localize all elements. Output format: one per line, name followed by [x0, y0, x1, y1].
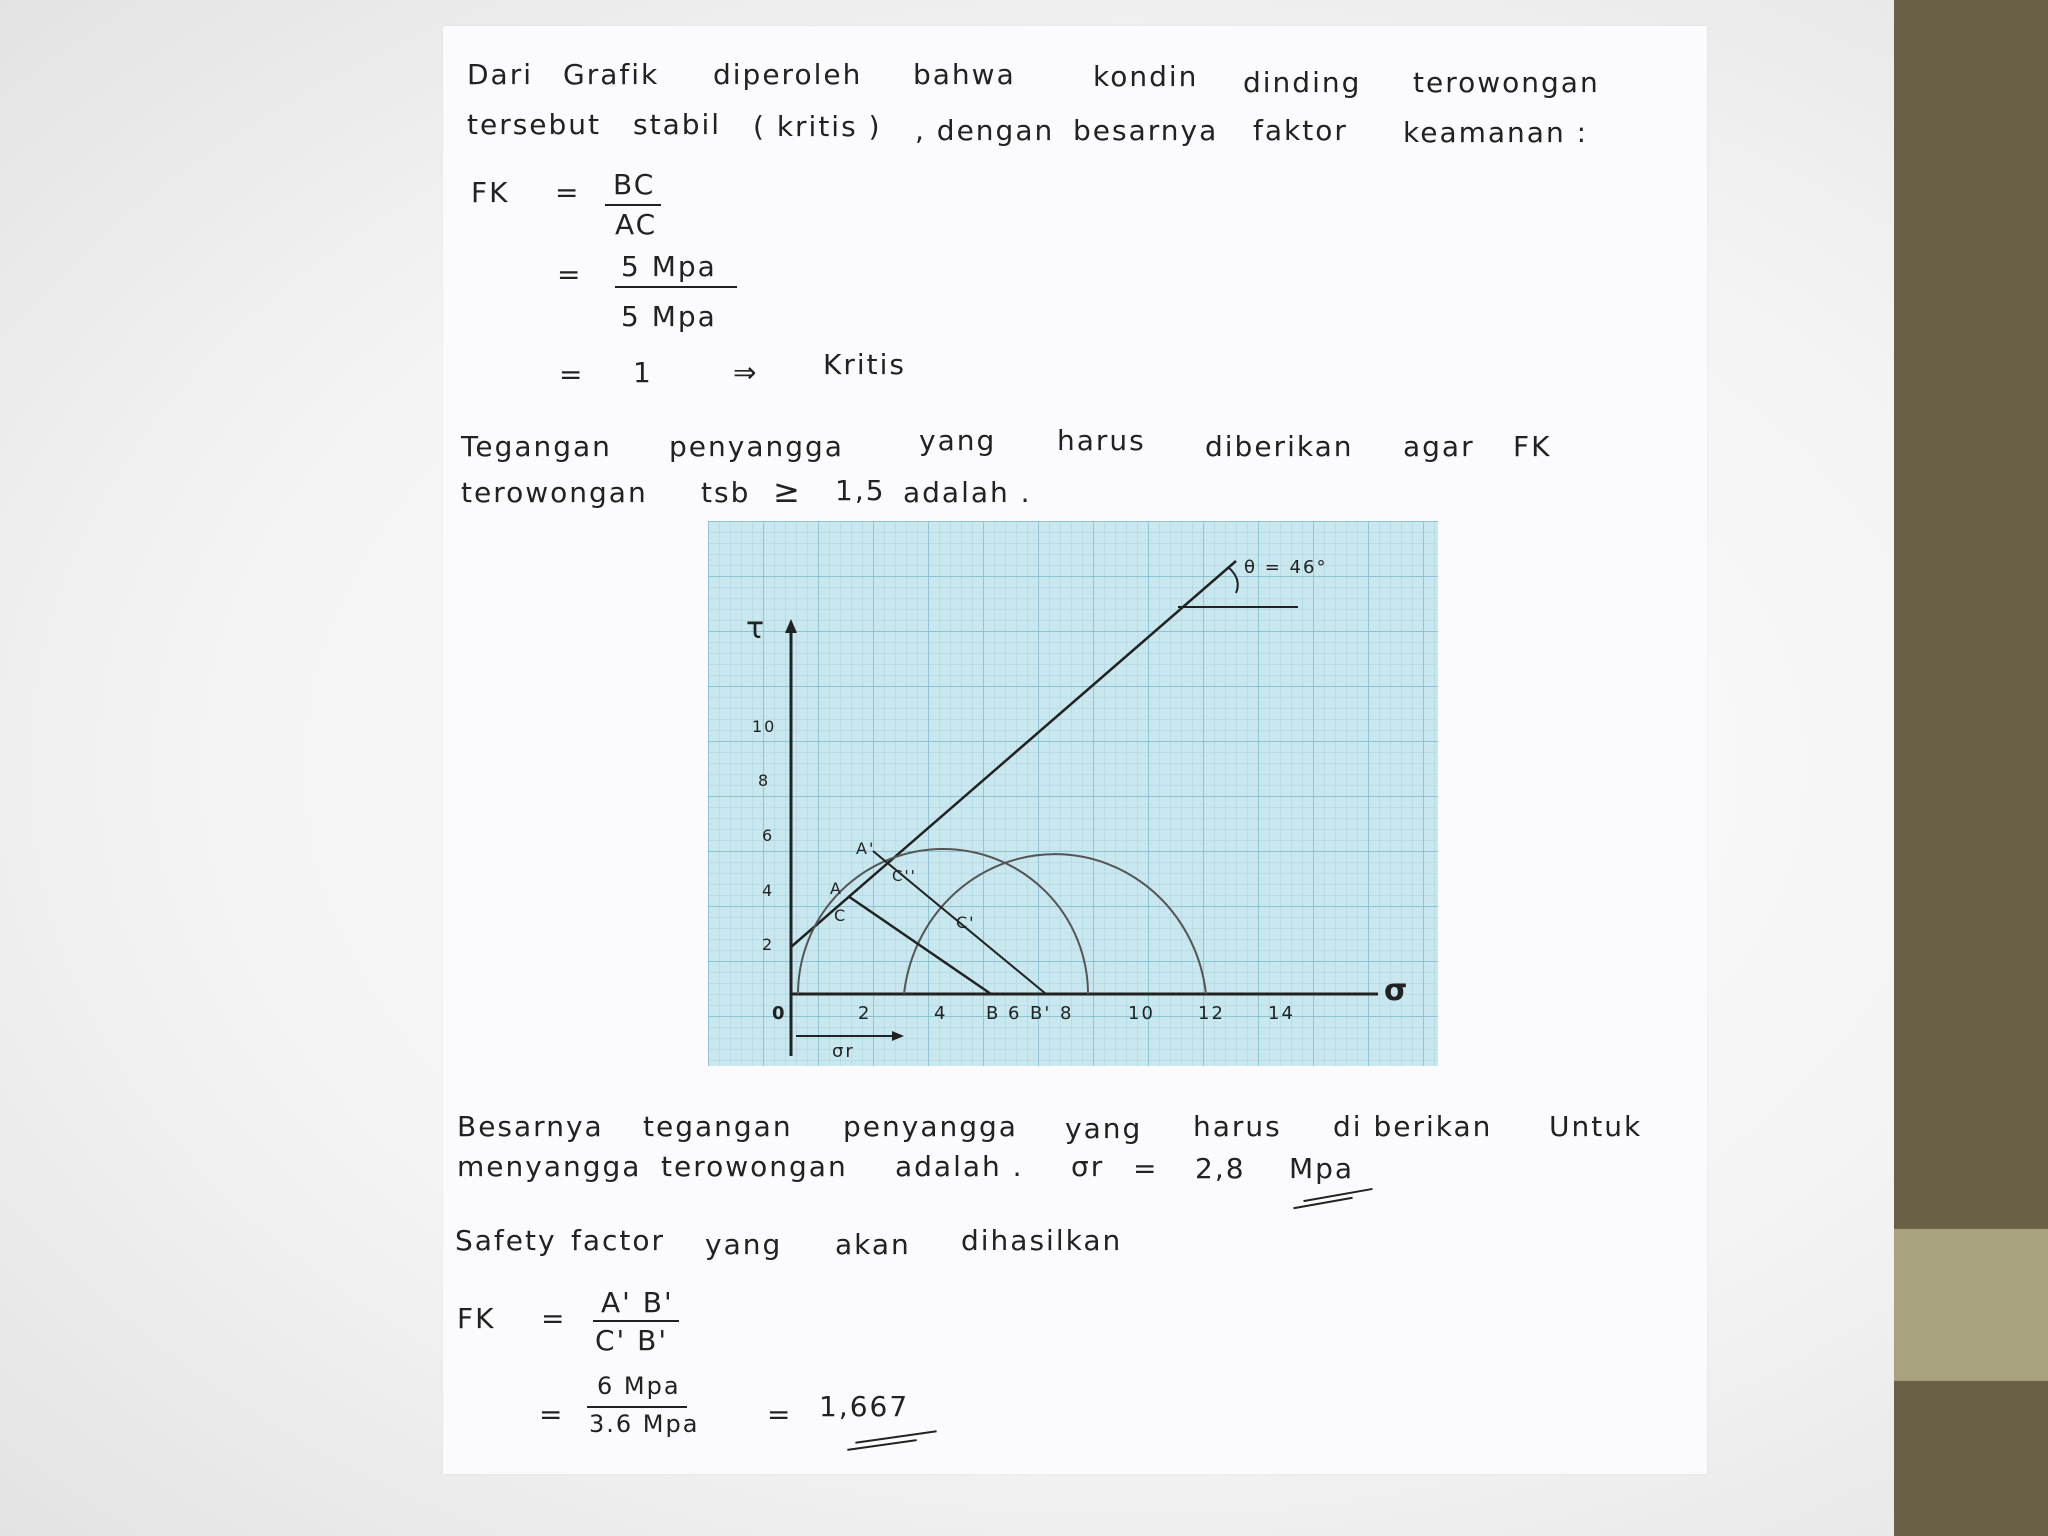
word: keamanan :: [1403, 116, 1589, 149]
graph-paper-grid: [708, 521, 1438, 1066]
point-label-A-prime: A': [856, 839, 876, 858]
word: harus: [1057, 424, 1146, 457]
word: terowongan: [661, 1150, 848, 1183]
x-tick-label: 2: [858, 1003, 872, 1024]
tau-axis-symbol: τ: [746, 611, 767, 646]
word: diperoleh: [713, 58, 863, 91]
scanned-page: [443, 26, 1707, 1474]
point-label-A: A: [830, 879, 843, 898]
sigma-r-value: 2,8: [1195, 1152, 1246, 1185]
y-tick-label: 6: [762, 826, 775, 845]
word: yang: [705, 1228, 783, 1261]
fraction-denominator: 5 Mpa: [621, 300, 717, 333]
point-label-B-prime: B': [1030, 1003, 1052, 1024]
x-tick-label: 12: [1198, 1003, 1225, 1024]
word: kondin: [1093, 60, 1199, 93]
word: terowongan: [1413, 66, 1600, 99]
word: factor: [571, 1224, 666, 1257]
word: , dengan: [915, 114, 1055, 147]
word: 1,5: [835, 474, 886, 507]
y-tick-label: 4: [762, 881, 775, 900]
word: tegangan: [643, 1110, 793, 1143]
equals-sign: =: [559, 358, 585, 391]
word: akan: [835, 1228, 911, 1261]
equals-sign: =: [539, 1398, 565, 1431]
equals-sign: =: [1133, 1152, 1159, 1185]
word: ( kritis ): [753, 110, 882, 143]
fk-result: 1: [633, 356, 653, 389]
fraction-bar: [593, 1320, 679, 1322]
word: adalah .: [903, 476, 1032, 509]
fk-label: FK: [457, 1302, 496, 1335]
word: dinding: [1243, 66, 1362, 99]
word: terowongan: [461, 476, 648, 509]
x-tick-label: 14: [1268, 1003, 1295, 1024]
implies-arrow: ⇒: [733, 356, 759, 389]
y-tick-label: 10: [752, 717, 777, 736]
angle-label: θ = 46°: [1244, 557, 1328, 578]
word: adalah .: [895, 1150, 1024, 1183]
word: yang: [1065, 1112, 1143, 1145]
x-tick-label: 0: [772, 1003, 787, 1024]
fraction-bar: [605, 204, 661, 206]
word: Tegangan: [461, 430, 612, 463]
side-bar-top: [1894, 0, 2048, 1229]
y-tick-label: 8: [758, 771, 771, 790]
fraction-denominator: C' B': [595, 1324, 669, 1357]
word: tersebut: [467, 108, 602, 141]
side-bar-bottom: [1894, 1381, 2048, 1536]
word: dihasilkan: [961, 1224, 1123, 1257]
fraction-numerator: BC: [613, 168, 656, 201]
word: Safety: [455, 1224, 557, 1257]
fk-status: Kritis: [823, 348, 906, 381]
unit: Mpa: [1289, 1152, 1355, 1185]
word: Untuk: [1549, 1110, 1643, 1143]
x-tick-label: 4: [934, 1003, 948, 1024]
word: Grafik: [563, 58, 660, 91]
fraction-bar: [587, 1406, 687, 1408]
word: di berikan: [1333, 1110, 1493, 1143]
fraction-denominator: 3.6 Mpa: [589, 1410, 700, 1438]
ge-symbol: ≥: [773, 472, 802, 510]
fraction-numerator: 6 Mpa: [597, 1372, 681, 1400]
word: besarnya: [1073, 114, 1219, 147]
word: Dari: [467, 58, 534, 91]
fraction-numerator: 5 Mpa: [621, 250, 717, 283]
fraction-denominator: AC: [615, 208, 658, 241]
word: menyangga: [457, 1150, 642, 1183]
fk-result: 1,667: [819, 1390, 910, 1423]
word: bahwa: [913, 58, 1016, 91]
x-tick-label: 8: [1060, 1003, 1074, 1024]
word: harus: [1193, 1110, 1282, 1143]
sigma-axis-symbol: σ: [1384, 973, 1410, 1008]
fraction-bar: [615, 286, 737, 288]
word: Besarnya: [457, 1110, 604, 1143]
equals-sign: =: [557, 258, 583, 291]
y-tick-label: 2: [762, 935, 775, 954]
word: agar: [1403, 430, 1475, 463]
point-label-C-prime: C': [956, 913, 976, 932]
mohr-circle-graph: [708, 521, 1442, 1081]
x-tick-label: 10: [1128, 1003, 1155, 1024]
word: stabil: [633, 108, 722, 141]
x-tick-label: 6: [1008, 1003, 1022, 1024]
word: penyangga: [843, 1110, 1018, 1143]
sigma-r-symbol: σr: [1071, 1150, 1105, 1183]
word: yang: [919, 424, 997, 457]
word: tsb: [701, 476, 751, 509]
word: FK: [1513, 430, 1552, 463]
equals-sign: =: [541, 1302, 567, 1335]
point-label-B: B: [986, 1003, 1001, 1024]
fk-label: FK: [471, 176, 510, 209]
sigma-r-label: σr: [832, 1041, 855, 1062]
point-label-C: C: [834, 906, 848, 925]
word: diberikan: [1205, 430, 1354, 463]
point-label-C-double-prime: C'': [892, 867, 917, 885]
word: faktor: [1253, 114, 1348, 147]
side-bar-accent: [1894, 1229, 2048, 1381]
equals-sign: =: [555, 176, 581, 209]
word: penyangga: [669, 430, 844, 463]
equals-sign: =: [767, 1398, 793, 1431]
fraction-numerator: A' B': [601, 1286, 674, 1319]
